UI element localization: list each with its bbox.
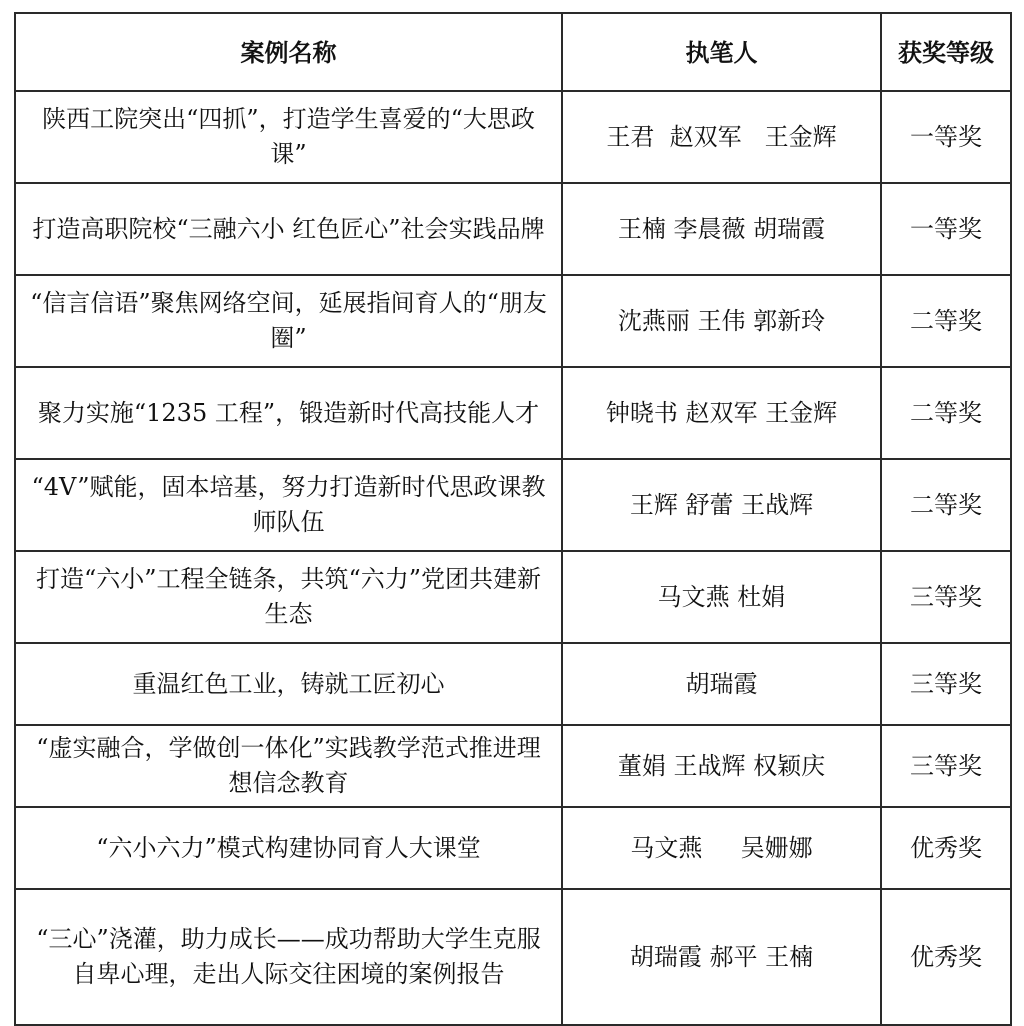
table-row — [15, 183, 1011, 275]
award-cell: 二等奖 — [881, 459, 1011, 551]
table-row — [15, 725, 1011, 807]
authors-text: 王君 赵双军 王金辉 — [606, 122, 837, 151]
authors-text: 王楠 李晨薇 胡瑞霞 — [617, 214, 826, 243]
authors-text: 沈燕丽 王伟 郭新玲 — [617, 306, 826, 335]
award-cell: 三等奖 — [881, 643, 1011, 725]
header-case-name: 案例名称 — [15, 13, 562, 91]
award-cell: 一等奖 — [881, 91, 1011, 183]
table-row — [15, 367, 1011, 459]
authors-cell — [562, 91, 881, 183]
authors-text: 董娟 王战辉 权颖庆 — [617, 751, 826, 780]
authors-text: 钟晓书 赵双军 王金辉 — [605, 398, 838, 427]
table-row — [15, 889, 1011, 1025]
table-row — [15, 807, 1011, 889]
authors-cell — [562, 889, 881, 1025]
case-name-cell: “六小六力”模式构建协同育人大课堂 — [15, 807, 562, 889]
authors-text: 马文燕 吴姗娜 — [630, 833, 813, 862]
table-row — [15, 459, 1011, 551]
case-name-cell: “三心”浇灌，助力成长——成功帮助大学生克服自卑心理，走出人际交往困境的案例报告 — [15, 889, 562, 1025]
authors-text: 王辉 舒蕾 王战辉 — [629, 490, 814, 519]
award-cell: 一等奖 — [881, 183, 1011, 275]
header-award-level: 获奖等级 — [881, 13, 1011, 91]
award-cell: 二等奖 — [881, 275, 1011, 367]
case-name-cell: 打造高职院校“三融六小 红色匠心”社会实践品牌 — [15, 183, 562, 275]
authors-cell — [562, 807, 881, 889]
table-header — [15, 13, 1011, 91]
award-cell: 优秀奖 — [881, 889, 1011, 1025]
authors-cell — [562, 367, 881, 459]
award-cell: 优秀奖 — [881, 807, 1011, 889]
case-name-cell: “4V”赋能，固本培基，努力打造新时代思政课教师队伍 — [15, 459, 562, 551]
awards-table — [14, 12, 1012, 1026]
table-row — [15, 551, 1011, 643]
authors-text: 胡瑞霞 郝平 王楠 — [629, 942, 814, 971]
award-cell: 三等奖 — [881, 725, 1011, 807]
table-row — [15, 275, 1011, 367]
header-row — [15, 13, 1011, 91]
case-name-cell: “信言信语”聚焦网络空间，延展指间育人的“朋友圈” — [15, 275, 562, 367]
case-name-cell: 陕西工院突出“四抓”，打造学生喜爱的“大思政课” — [15, 91, 562, 183]
authors-cell — [562, 459, 881, 551]
authors-text: 胡瑞霞 — [685, 669, 758, 698]
table-row — [15, 643, 1011, 725]
authors-cell — [562, 551, 881, 643]
case-name-cell: 重温红色工业，铸就工匠初心 — [15, 643, 562, 725]
authors-cell — [562, 643, 881, 725]
authors-text: 马文燕 杜娟 — [657, 582, 786, 611]
table-body — [15, 91, 1011, 1025]
authors-cell — [562, 275, 881, 367]
award-cell: 二等奖 — [881, 367, 1011, 459]
award-cell: 三等奖 — [881, 551, 1011, 643]
case-name-cell: “虚实融合，学做创一体化”实践教学范式推进理想信念教育 — [15, 725, 562, 807]
authors-cell — [562, 725, 881, 807]
table-row — [15, 91, 1011, 183]
header-authors: 执笔人 — [562, 13, 881, 91]
case-name-cell: 打造“六小”工程全链条，共筑“六力”党团共建新生态 — [15, 551, 562, 643]
case-name-cell: 聚力实施“1235 工程”，锻造新时代高技能人才 — [15, 367, 562, 459]
authors-cell — [562, 183, 881, 275]
